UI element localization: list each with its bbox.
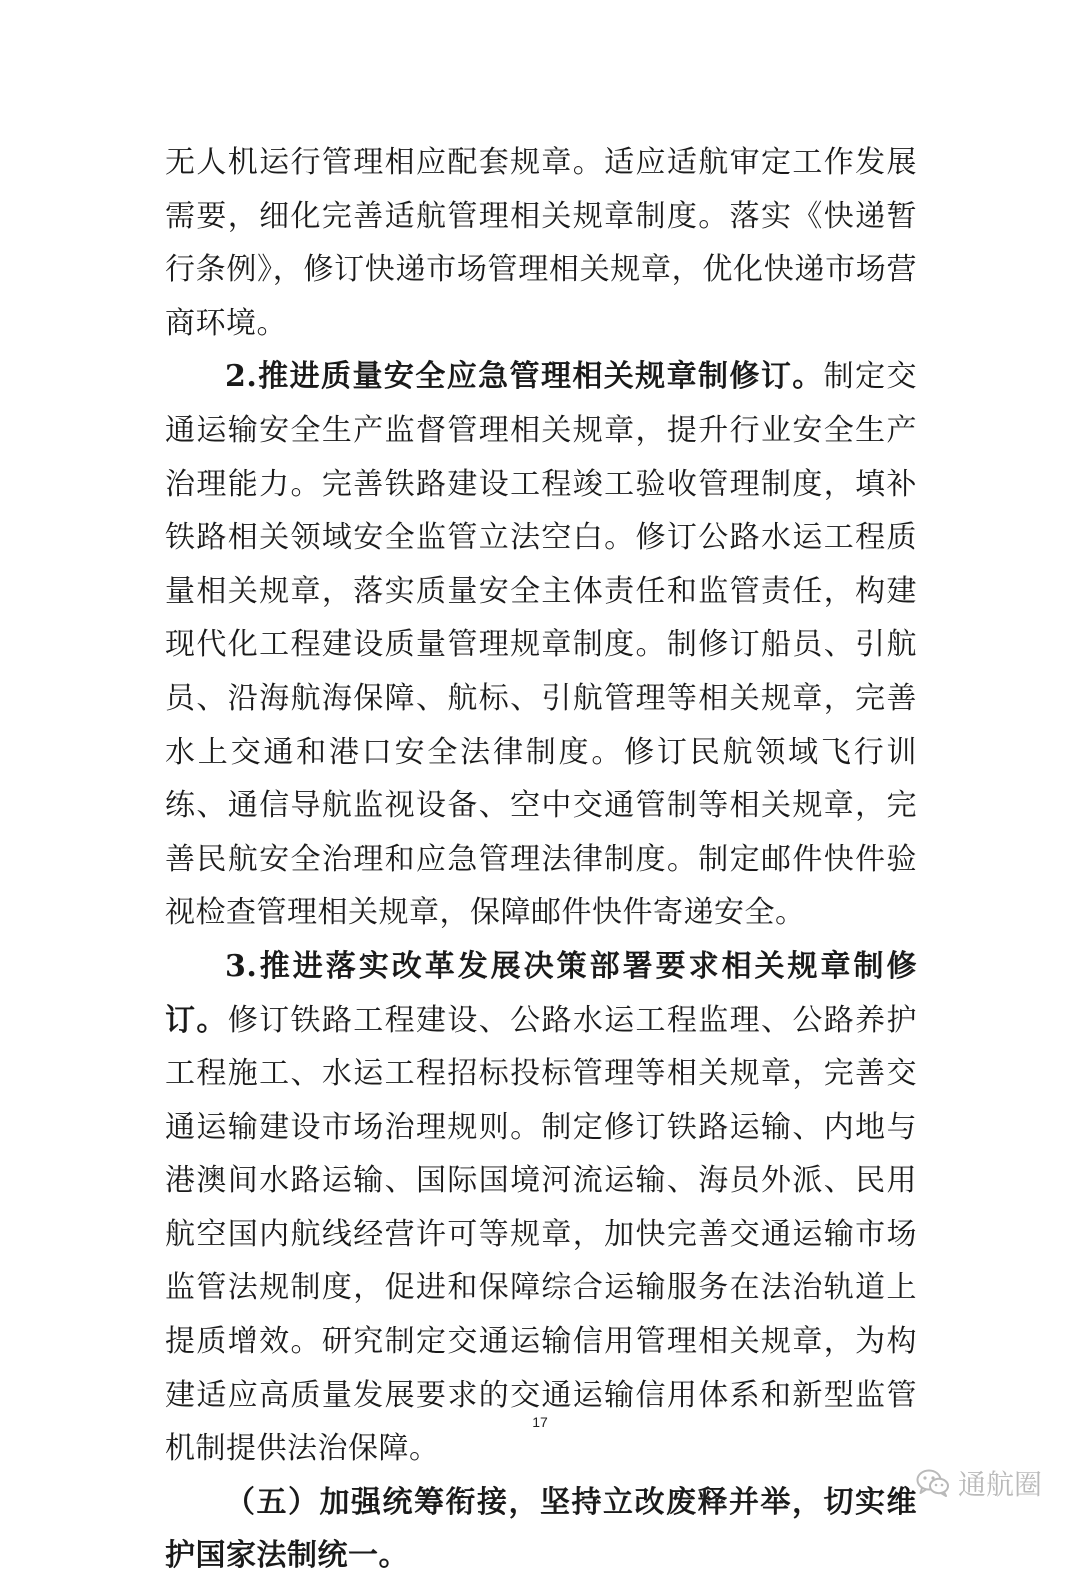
- paragraph-lead: 3.推进落实改革发展决策部署要求相关规章制修订。: [165, 948, 917, 1038]
- paragraph-text: 无人机运行管理相应配套规章。适应适航审定工作发展需要，细化完善适航管理相关规章制度。落实《快递暂行条例》，修订快递市场管理相关规章，优化快递市场营商环境。: [165, 145, 917, 341]
- watermark: [916, 1463, 1042, 1503]
- page-number: 17: [532, 1414, 548, 1430]
- paragraph-continuation: [165, 136, 917, 350]
- paragraph-item-2: [165, 350, 917, 940]
- wechat-icon: [916, 1469, 950, 1497]
- paragraph-lead: 2.推进质量安全应急管理相关规章制修订。: [225, 359, 824, 395]
- paragraph-item-3: [165, 940, 917, 1476]
- watermark-text: 通航圈: [957, 1468, 1042, 1501]
- paragraph-text: 修订铁路工程建设、公路水运工程监理、公路养护工程施工、水运工程招标投标管理等相关规章，完善交通运输建设市场治理规则。制定修订铁路运输、内地与港澳间水路运输、国际国境河流运输、海员外派、民用航空国内航线经营许可等规章，加快完善交通运输市场监管法规制度，促进和保障综合运输服务在法治轨道上提质增效。研究制定交通运输信用管理相关规章，为构建适应高质量发展要求的交通运输信用体系和新型监管机制提供法治保障。: [165, 1002, 918, 1467]
- document-body: [165, 136, 917, 1583]
- paragraph-text: 制定交通运输安全生产监督管理相关规章，提升行业安全生产治理能力。完善铁路建设工程竣工验收管理制度，填补铁路相关领域安全监管立法空白。修订公路水运工程质量相关规章，落实质量安全主体责任和监管责任，构建现代化工程建设质量管理规章制度。制修订船员、引航员、沿海航海保障、航标、引航管理等相关规章，完善水上交通和港口安全法律制度。修订民航领域飞行训练、通信导航监视设备、空中交通管制等相关规章，完善民航安全治理和应急管理法律制度。制定邮件快件验视检查管理相关规章，保障邮件快件寄递安全。: [165, 359, 917, 931]
- section-heading: （五）加强统筹衔接，坚持立改废释并举，切实维护国家法制统一。: [165, 1484, 917, 1574]
